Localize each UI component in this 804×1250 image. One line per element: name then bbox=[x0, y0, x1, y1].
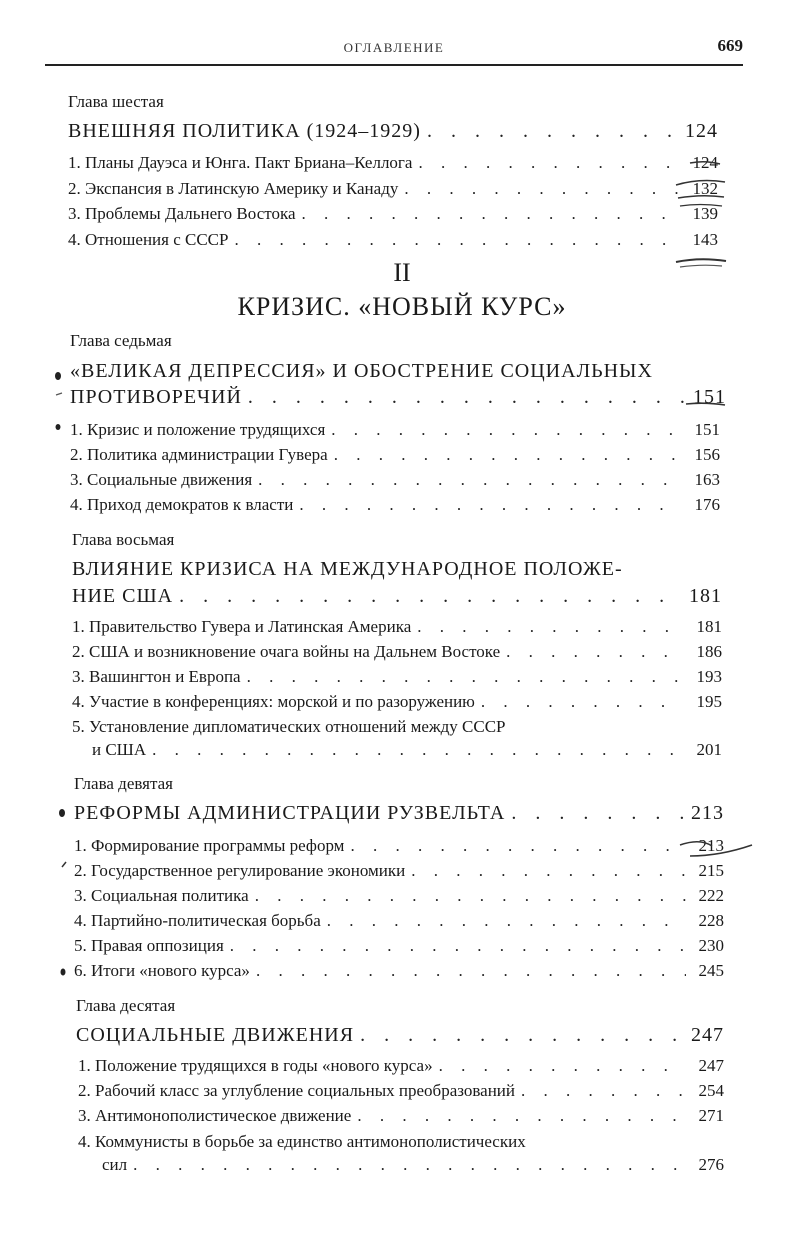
chapter-9-title: РЕФОРМЫ АДМИНИСТРАЦИИ РУЗВЕЛЬТА bbox=[74, 802, 506, 824]
chapter-7-title-page: 151 bbox=[693, 386, 726, 408]
chapter-7-title-line1: «ВЕЛИКАЯ ДЕПРЕССИЯ» И ОБОСТРЕНИЕ СОЦИАЛЬНЫХ bbox=[70, 360, 653, 382]
toc-entry-page: 201 bbox=[696, 740, 722, 759]
toc-entry-text: сил bbox=[102, 1155, 128, 1174]
toc-entry-page: 163 bbox=[694, 470, 720, 489]
toc-entry-text: 3. Вашингтон и Европа bbox=[72, 667, 241, 686]
chapter-9-title-page: 213 bbox=[691, 802, 724, 824]
toc-entry-page: 186 bbox=[696, 642, 722, 661]
toc-entry-page: 254 bbox=[698, 1081, 724, 1100]
toc-entry-text: 5. Установление дипломатических отношений между СССР bbox=[72, 717, 506, 736]
toc-entry-text: 4. Участие в конференциях: морской и по разоружению bbox=[72, 692, 475, 711]
toc-entry-page: 132 bbox=[692, 179, 718, 198]
pencil-dot bbox=[56, 424, 61, 430]
toc-entry-page: 156 bbox=[694, 445, 720, 464]
toc-entry-page: 245 bbox=[698, 961, 724, 980]
running-title: ОГЛАВЛЕНИЕ bbox=[343, 40, 445, 55]
pencil-underline bbox=[678, 196, 724, 198]
toc-entry-text: 2. Экспансия в Латинскую Америку и Канаду bbox=[68, 179, 399, 198]
chapter-8-title-page: 181 bbox=[689, 585, 722, 607]
toc-entry-text: 4. Коммунисты в борьбе за единство антимонополистических bbox=[78, 1132, 526, 1151]
toc-entry-page: 139 bbox=[692, 204, 718, 223]
chapter-6-title: ВНЕШНЯЯ ПОЛИТИКА (1924–1929) bbox=[68, 120, 421, 142]
toc-entry-page: 143 bbox=[692, 230, 718, 249]
toc-entry-text: 4. Отношения с СССР bbox=[68, 230, 229, 249]
toc-entry-text: 3. Антимонополистическое движение bbox=[78, 1106, 352, 1125]
toc-entry-page: 247 bbox=[698, 1056, 724, 1075]
toc-entry-text: 5. Правая оппозиция bbox=[74, 936, 224, 955]
pencil-tick bbox=[56, 393, 62, 395]
part-number: II bbox=[393, 258, 411, 287]
toc-entry-text: 1. Кризис и положение трудящихся bbox=[70, 420, 326, 439]
toc-entry-text: 3. Проблемы Дальнего Востока bbox=[68, 204, 296, 223]
pencil-tick bbox=[62, 862, 66, 867]
pencil-underline bbox=[680, 205, 722, 207]
toc-entry-page: 215 bbox=[698, 861, 724, 880]
toc-entry-page: 228 bbox=[698, 911, 724, 930]
toc-entry-text: 1. Правительство Гувера и Латинская Америка bbox=[72, 617, 412, 636]
pencil-dot bbox=[55, 372, 61, 380]
chapter-9-label: Глава девятая bbox=[74, 774, 173, 793]
toc-entry-page: 176 bbox=[694, 495, 720, 514]
toc-entry-page: 193 bbox=[696, 667, 722, 686]
toc-entry-text: 2. Государственное регулирование экономики bbox=[74, 861, 406, 880]
toc-entry-text: 2. Политика администрации Гувера bbox=[70, 445, 328, 464]
chapter-7-label: Глава седьмая bbox=[70, 331, 172, 350]
toc-entry-text: и США bbox=[92, 740, 147, 759]
toc-entry-page: 222 bbox=[698, 886, 724, 905]
part-title: КРИЗИС. «НОВЫЙ КУРС» bbox=[237, 292, 567, 321]
toc-entry-text: 1. Планы Дауэса и Юнга. Пакт Бриана–Келлога bbox=[68, 153, 413, 172]
toc-entry-text: 3. Социальные движения bbox=[70, 470, 253, 489]
toc-entry-page: 124 bbox=[692, 153, 718, 172]
toc-entry-page: 230 bbox=[698, 936, 724, 955]
pencil-underline bbox=[686, 403, 725, 405]
toc-entry-text: 6. Итоги «нового курса» bbox=[74, 961, 250, 980]
chapter-7-title-line2: ПРОТИВОРЕЧИЙ bbox=[70, 386, 242, 408]
pencil-underline bbox=[680, 265, 722, 267]
toc-entry-page: 213 bbox=[698, 836, 724, 855]
toc-entry-text: 2. США и возникновение очага войны на Дальнем Востоке bbox=[72, 642, 501, 661]
chapter-6-label: Глава шестая bbox=[68, 92, 164, 111]
page-number: 669 bbox=[717, 36, 743, 55]
pencil-underline bbox=[676, 181, 725, 185]
pencil-underline bbox=[690, 162, 720, 164]
chapter-10-title: СОЦИАЛЬНЫЕ ДВИЖЕНИЯ bbox=[76, 1024, 355, 1046]
toc-entry-text: 4. Партийно-политическая борьба bbox=[74, 911, 321, 930]
toc-entry-page: 195 bbox=[696, 692, 722, 711]
pencil-dot bbox=[59, 809, 65, 817]
chapter-10-title-page: 247 bbox=[691, 1024, 724, 1046]
toc-entry-page: 151 bbox=[694, 420, 720, 439]
chapter-10-label: Глава десятая bbox=[76, 996, 176, 1015]
toc-entry-page: 276 bbox=[698, 1155, 724, 1174]
toc-entry-text: 3. Социальная политика bbox=[74, 886, 249, 905]
chapter-8-title-line1: ВЛИЯНИЕ КРИЗИСА НА МЕЖДУНАРОДНОЕ ПОЛОЖЕ- bbox=[72, 558, 623, 580]
pencil-underline bbox=[690, 845, 752, 856]
toc-entry-page: 181 bbox=[696, 617, 722, 636]
toc-entry-text: 1. Формирование программы реформ bbox=[74, 836, 345, 855]
chapter-6-title-page: 124 bbox=[685, 120, 718, 142]
toc-entry-page: 271 bbox=[698, 1106, 724, 1125]
chapter-8-title-line2: НИЕ США bbox=[72, 585, 174, 607]
chapter-8-label: Глава восьмая bbox=[72, 530, 175, 549]
pencil-dot bbox=[61, 969, 66, 976]
pencil-underline bbox=[680, 842, 712, 846]
toc-entry-text: 4. Приход демократов к власти bbox=[70, 495, 294, 514]
toc-entry-text: 1. Положение трудящихся в годы «нового курса» bbox=[78, 1056, 433, 1075]
toc-entry-text: 2. Рабочий класс за углубление социальных преобразований bbox=[78, 1081, 515, 1100]
pencil-underline bbox=[676, 259, 726, 262]
